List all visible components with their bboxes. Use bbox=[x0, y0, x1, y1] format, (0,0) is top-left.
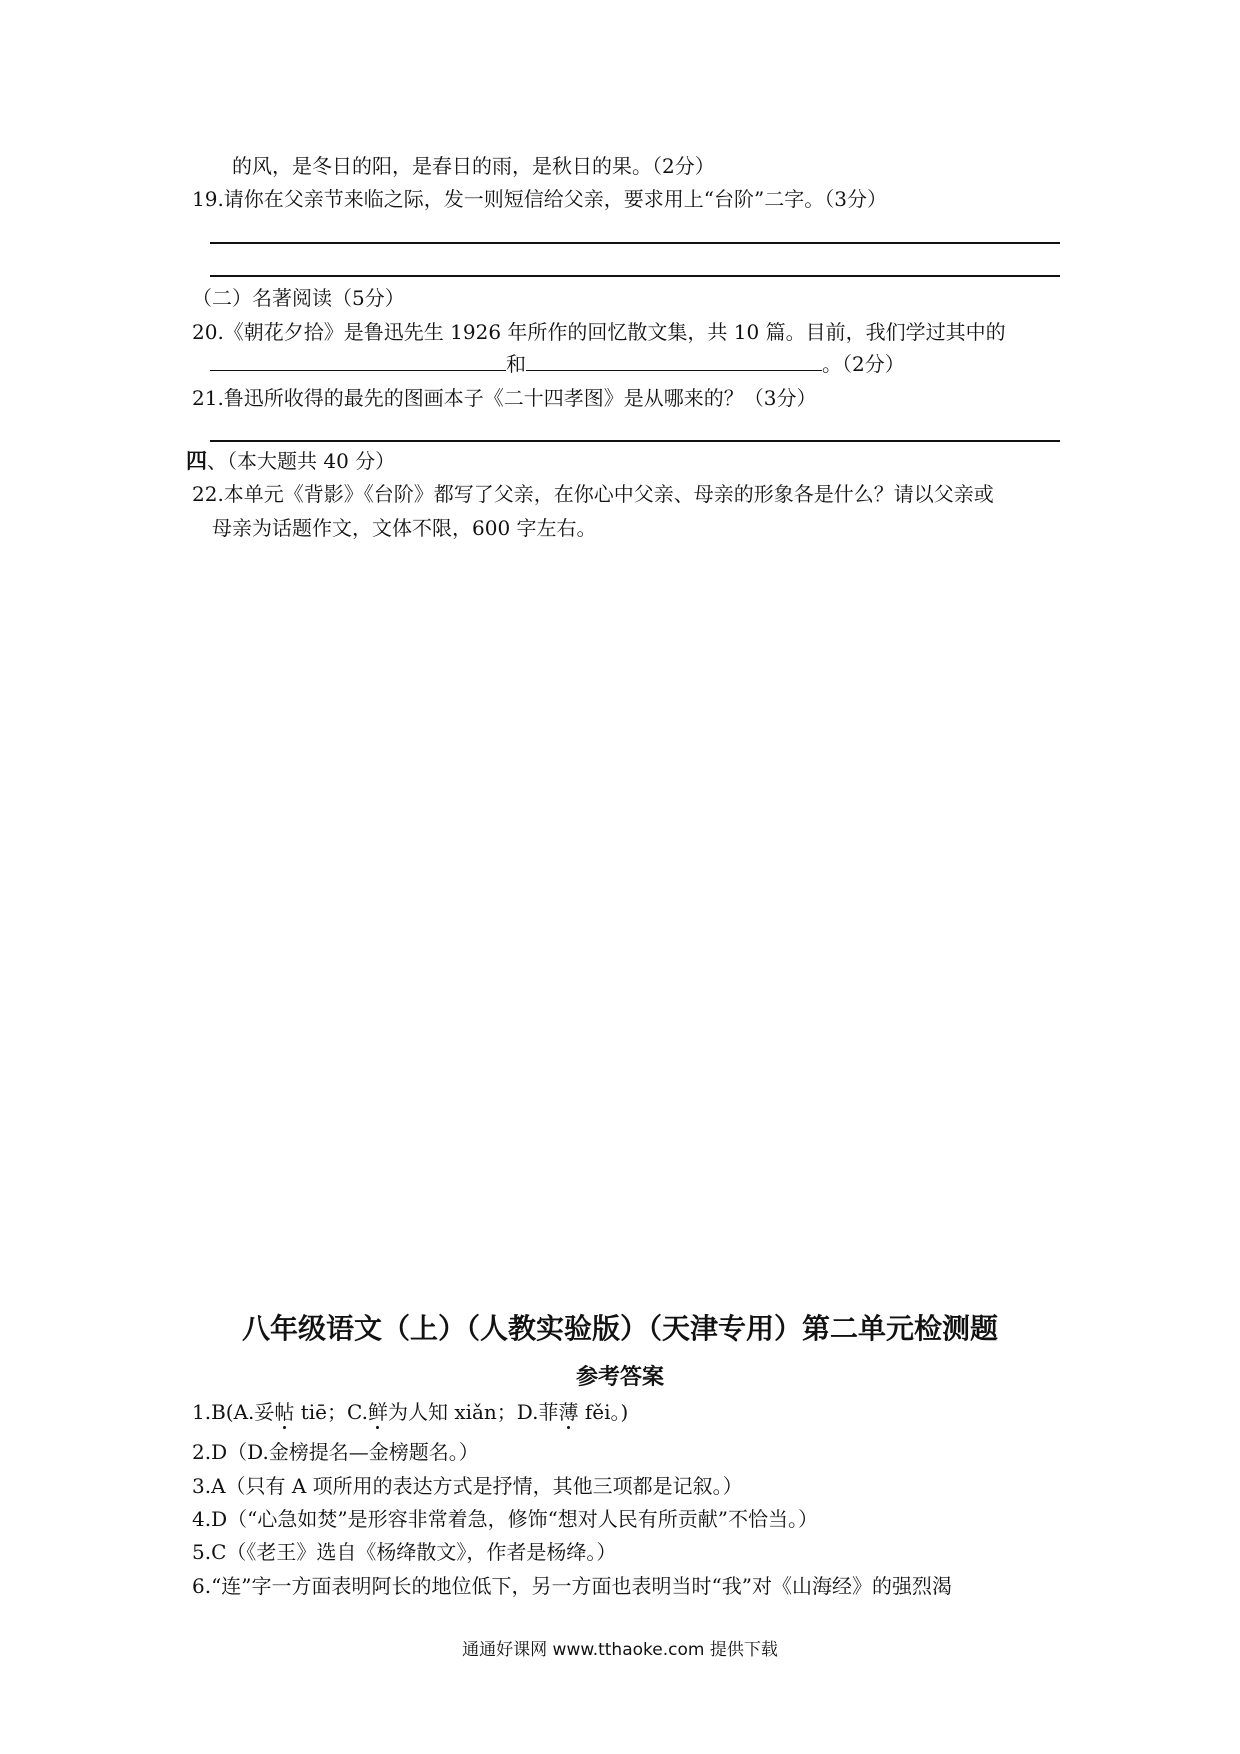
continuation-line: 的风，是冬日的阳，是春日的雨，是秋日的果。（2分） bbox=[232, 154, 715, 178]
answer-line-19b bbox=[210, 275, 1060, 277]
answer-1 bbox=[192, 1398, 628, 1426]
answer-4: 4.D（“心急如焚”是形容非常着急，修饰“想对人民有所贡献”不恰当。） bbox=[192, 1507, 819, 1531]
answer-1-prefix: 1.B(A.妥 bbox=[192, 1400, 275, 1424]
answer-line-21 bbox=[210, 440, 1060, 442]
answer-1-mid1: tiē；C. bbox=[294, 1400, 368, 1424]
question-21: 21.鲁迅所收得的最先的图画本子《二十四孝图》是从哪来的？（3分） bbox=[192, 386, 817, 410]
section-4-header-text: 、（本大题共 40 分） bbox=[207, 449, 396, 473]
section-4-header bbox=[186, 447, 395, 475]
question-19: 19.请你在父亲节来临之际，发一则短信给父亲，要求用上“台阶”二字。（3分） bbox=[192, 187, 887, 211]
blank-20b bbox=[526, 350, 822, 371]
section-2-header: （二）名著阅读（5分） bbox=[192, 286, 405, 310]
answer-1-dotted-char: 帖 bbox=[274, 1400, 295, 1424]
answer-line-19a bbox=[210, 242, 1060, 244]
answer-2: 2.D（D.金榜提名—金榜题名。） bbox=[192, 1440, 479, 1464]
question-22-line1: 22.本单元《背影》《台阶》都写了父亲，在你心中父亲、母亲的形象各是什么？请以父亲或 bbox=[192, 482, 994, 506]
answer-6: 6.“连”字一方面表明阿长的地位低下，另一方面也表明当时“我”对《山海经》的强烈渴 bbox=[192, 1574, 952, 1598]
page-footer: 通通好课网 www.tthaoke.com 提供下载 bbox=[462, 1640, 778, 1660]
question-20-line1: 20.《朝花夕拾》是鲁迅先生 1926 年所作的回忆散文集，共 10 篇。目前，我们学过其中的 bbox=[192, 320, 1006, 344]
question-22-line2: 母亲为话题作文，文体不限，600 字左右。 bbox=[212, 516, 597, 540]
answers-title: 八年级语文（上）（人教实验版）（天津专用）第二单元检测题 bbox=[241, 1312, 998, 1345]
answers-subtitle: 参考答案 bbox=[575, 1365, 664, 1390]
answer-1-mid2: 为人知 xiǎn；D.菲 bbox=[387, 1400, 559, 1424]
section-4-number: 四 bbox=[186, 448, 207, 473]
blank-20a bbox=[210, 350, 506, 371]
answer-5: 5.C（《老王》选自《杨绛散文》，作者是杨绛。） bbox=[192, 1540, 617, 1564]
question-20-line2 bbox=[210, 350, 905, 378]
answer-1-suffix: fěi。) bbox=[578, 1400, 629, 1424]
answer-1-dotted-char: 薄 bbox=[558, 1400, 579, 1424]
answer-3: 3.A（只有 A 项所用的表达方式是抒情，其他三项都是记叙。） bbox=[192, 1474, 743, 1498]
question-20-end: 。（2分） bbox=[822, 352, 905, 376]
question-20-and: 和 bbox=[506, 352, 526, 376]
answer-1-dotted-char: 鲜 bbox=[367, 1400, 388, 1424]
